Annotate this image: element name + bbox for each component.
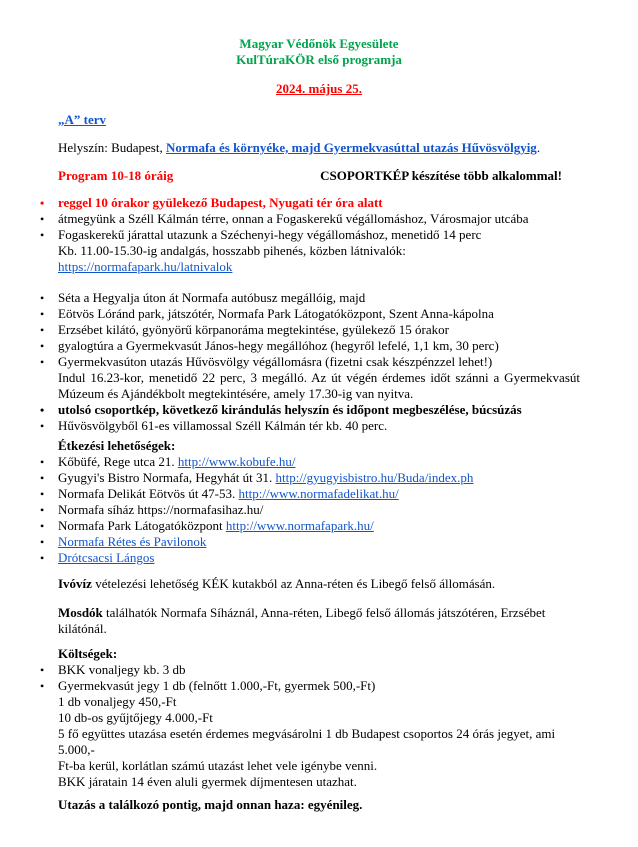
water-text: vételezési lehetőség KÉK kutakból az Anna-réten és Libegő felső állomásán.: [91, 576, 496, 591]
bullet-icon: •: [40, 419, 45, 433]
program-hours: Program 10-18 óráig: [58, 168, 174, 183]
bullet-icon: •: [40, 355, 45, 369]
item-text: gyalogtúra a Gyermekvasút János-hegy megállóhoz (hegyről lefelé, 1,1 km, 30 perc): [58, 338, 499, 353]
item-continuation: BKK járatain 14 éven aluli gyermek díjmentesen utazhat.: [58, 774, 357, 789]
list-item: [40, 486, 580, 502]
bullet-icon: •: [40, 323, 45, 337]
date-row: [58, 81, 580, 97]
item-continuation: 10 db-os gyűjtőjegy 4.000,-Ft: [58, 710, 213, 725]
list-item: [40, 211, 580, 227]
bullet-icon: •: [40, 455, 45, 469]
drotcsacsi-langos-link[interactable]: Drótcsacsi Lángos: [58, 550, 155, 565]
item-text: Kőbüfé, Rege utca 21.: [58, 454, 178, 469]
normafadelikat-link[interactable]: http://www.normafadelikat.hu/: [238, 486, 399, 501]
list-item: [40, 402, 580, 418]
item-text: Erzsébet kilátó, gyönyörű körpanoráma megtekintése, gyülekező 15 órakor: [58, 322, 449, 337]
bullet-icon: •: [40, 291, 45, 305]
item-text: BKK vonaljegy kb. 3 db: [58, 662, 186, 677]
bullet-icon: •: [40, 487, 45, 501]
bullet-icon: •: [40, 228, 45, 242]
list-item: [40, 338, 580, 354]
bullet-icon: •: [40, 551, 45, 565]
item-continuation: Indul 16.23-kor, menetidő 22 perc, 3 megálló. Az út végén érdemes időt szánni a Gyermekvasút: [58, 370, 580, 385]
location-row: [58, 140, 580, 156]
item-continuation: [58, 259, 580, 275]
list-item: [40, 306, 580, 322]
list-item: [40, 195, 580, 211]
costs-heading: Költségek:: [58, 646, 118, 661]
list-item: [40, 678, 580, 790]
bullet-icon: •: [40, 307, 45, 321]
bullet-icon: •: [40, 403, 45, 417]
list-item: [40, 470, 580, 486]
program-row: [58, 168, 580, 184]
afternoon-itinerary-list: [40, 290, 580, 434]
item-text: utolsó csoportkép, következő kirándulás helyszín és időpont megbeszélése, búcsúzás: [58, 402, 522, 417]
item-text: Normafa síház https://normafasihaz.hu/: [58, 502, 264, 517]
event-date: 2024. május 25.: [276, 81, 362, 96]
item-continuation: 1 db vonaljegy 450,-Ft: [58, 694, 177, 709]
list-item: [40, 502, 580, 518]
groupphoto-note: CSOPORTKÉP készítése több alkalommal!: [320, 168, 562, 183]
plan-row: [58, 112, 580, 128]
list-item: [40, 550, 580, 566]
item-text: Normafa Park Látogatóközpont: [58, 518, 226, 533]
bullet-icon: •: [40, 503, 45, 517]
dining-list: [40, 454, 580, 566]
list-item: [40, 418, 580, 434]
item-text: Gyermekvasúton utazás Hűvösvölgy végállomásra (fizetni csak készpénzzel lehet!): [58, 354, 493, 369]
normafapark-link[interactable]: http://www.normafapark.hu/: [225, 518, 374, 533]
item-text: Séta a Hegyalja úton át Normafa autóbusz megállóig, majd: [58, 290, 366, 305]
item-text: Gyermekvasút jegy 1 db (felnőtt 1.000,-Ft, gyermek 500,-Ft): [58, 678, 376, 693]
item-text: Hűvösvölgyből 61-es villamossal Széll Kálmán tér kb. 40 perc.: [58, 418, 388, 433]
bullet-icon: •: [40, 663, 45, 677]
program-title: KulTúraKÖR első programja: [236, 52, 402, 67]
water-label: Ivóvíz: [58, 576, 92, 591]
list-item: [40, 662, 580, 678]
dining-heading: Étkezési lehetőségek:: [58, 438, 176, 453]
travel-note: Utazás a találkozó pontig, majd onnan haza: egyénileg.: [58, 797, 363, 812]
location-suffix: .: [536, 140, 541, 155]
location-link[interactable]: Normafa és környéke, majd Gyermekvasúttal utazás Hűvösvölgyig: [165, 140, 537, 155]
plan-label: „A” terv: [58, 112, 107, 127]
bullet-icon: •: [40, 196, 45, 210]
list-item: [40, 227, 580, 275]
item-continuation: Múzeum és Ajándékbolt megtekintésére, amely 17.30-ig van nyitva.: [58, 386, 414, 401]
normafa-retes-link[interactable]: Normafa Rétes és Pavilonok: [58, 534, 207, 549]
item-text: Fogaskerekű járattal utazunk a Széchenyi-hegy végállomáshoz, menetidő 14 perc: [58, 227, 482, 242]
list-item: [40, 534, 580, 550]
list-item: [40, 290, 580, 306]
item-text: Normafa Delikát Eötvös út 47-53.: [58, 486, 239, 501]
morning-itinerary-list: [40, 195, 580, 275]
bullet-icon: •: [40, 519, 45, 533]
item-text: átmegyünk a Széll Kálmán térre, onnan a Fogaskerekű végállomáshoz, Városmajor utcába: [58, 211, 529, 226]
bullet-icon: •: [40, 339, 45, 353]
normafapark-latnivalok-link[interactable]: https://normafapark.hu/latnivalok: [58, 259, 233, 274]
restrooms-text: találhatók Normafa Síháznál, Anna-réten, Libegő felső állomás játszótéren, Erzsébet kilátónál.: [58, 605, 546, 636]
bullet-icon: •: [40, 212, 45, 226]
kobufe-link[interactable]: http://www.kobufe.hu/: [177, 454, 296, 469]
bullet-icon: •: [40, 471, 45, 485]
bullet-icon: •: [40, 535, 45, 549]
costs-list: [40, 662, 580, 790]
list-item: [40, 454, 580, 470]
restrooms-note: [58, 605, 580, 637]
list-item: [40, 322, 580, 338]
item-text: Gyugyi's Bistro Normafa, Hegyhát út 31.: [58, 470, 276, 485]
list-item: [40, 354, 580, 402]
restrooms-label: Mosdók: [58, 605, 103, 620]
item-continuation: Kb. 11.00-15.30-ig andalgás, hosszabb pihenés, közben látnivalók:: [58, 243, 406, 258]
gyugyisbistro-link[interactable]: http://gyugyisbistro.hu/Buda/index.ph: [275, 470, 474, 485]
item-continuation: 5 fő együttes utazása esetén érdemes megvásárolni 1 db Budapest csoportos 24 órás jegyet, ami 5.000,-: [58, 726, 556, 757]
item-text: Eötvös Lóránd park, játszótér, Normafa Park Látogatóközpont, Szent Anna-kápolna: [58, 306, 494, 321]
item-continuation: Ft-ba kerül, korlátlan számú utazást lehet vele igénybe venni.: [58, 758, 378, 773]
water-note: [58, 576, 580, 592]
org-title: Magyar Védőnök Egyesülete: [239, 36, 399, 51]
list-item: [40, 518, 580, 534]
location-prefix: Helyszín: Budapest,: [58, 140, 166, 155]
bullet-icon: •: [40, 679, 45, 693]
item-text: reggel 10 órakor gyülekező Budapest, Nyugati tér óra alatt: [58, 195, 383, 210]
